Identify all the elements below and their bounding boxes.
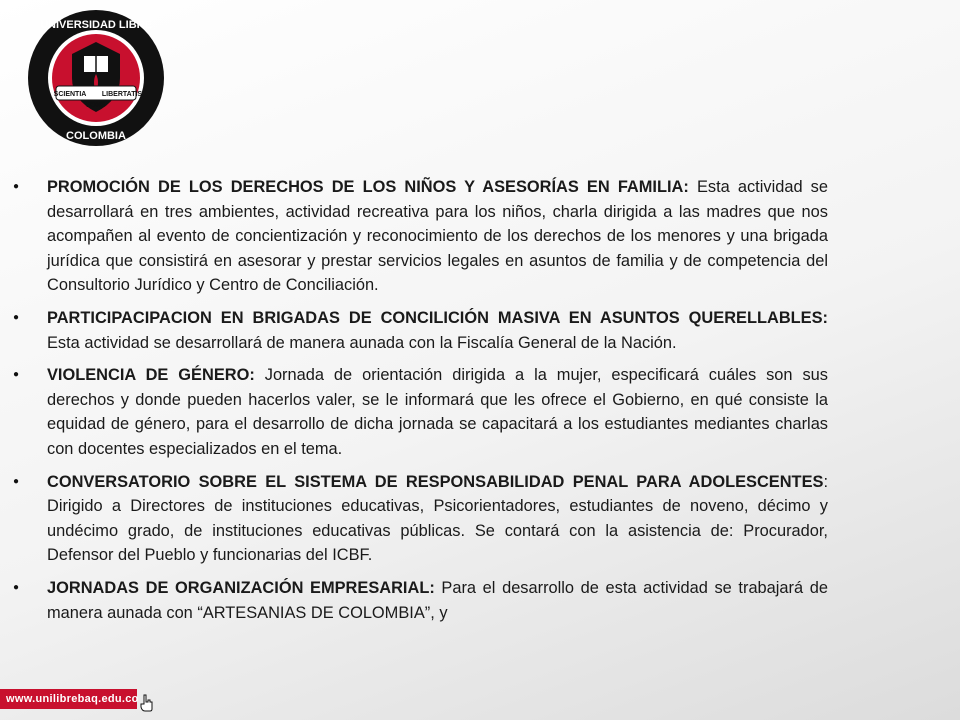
item-body: Jornada de orientación dirigida a la mujer, especificará cuáles son sus derechos y donde pueden hacerlos valer, se le informará que les ofrece el Gobierno, en qué consiste la equidad de género, para el desarrollo de dicha jornada se capacitará a los estudiantes mediantes charlas con docentes especializados en el tema. [47,366,828,458]
item-body: Esta actividad se desarrollará de manera aunada con la Fiscalía General de la Nación. [47,333,677,352]
hand-cursor-icon [140,694,154,712]
item-body: Esta actividad se desarrollará en tres ambientes, actividad recreativa para los niños, charla dirigida a las madres que nos acompañen al evento de concientización y reconocimiento de los derechos de los menores y una brigada jurídica que consistirá en asesorar y prestar servicios legales en asuntos de familia y de competencia del Consultorio Jurídico y Centro de Conciliación. [47,178,828,295]
list-item [12,363,828,461]
item-body: : Dirigido a Directores de instituciones educativas, Psicorientadores, estudiantes de noveno, décimo y undécimo grado, de instituciones educativas públicas. Se contará con la asistencia de: Procurador, Defensor del Pueblo y funcionarias del ICBF. [47,472,828,565]
list-item [12,470,828,568]
list-item [12,306,828,355]
list-item [12,576,828,625]
svg-text:UNIVERSIDAD LIBRE: UNIVERSIDAD LIBRE [40,19,152,31]
svg-text:COLOMBIA: COLOMBIA [66,130,126,142]
item-heading: CONVERSATORIO SOBRE EL SISTEMA DE RESPONSABILIDAD PENAL PARA ADOLESCENTES [47,472,824,491]
svg-text:LIBERTATIS: LIBERTATIS [101,91,143,98]
item-heading: JORNADAS DE ORGANIZACIÓN EMPRESARIAL: [47,578,435,597]
svg-text:SCIENTIA: SCIENTIA [53,91,87,98]
item-heading: PARTICIPACIPACION EN BRIGADAS DE CONCILICIÓN MASIVA EN ASUNTOS QUERELLABLES: [47,308,828,327]
universidad-libre-logo [26,8,166,148]
list-item [12,175,828,298]
svg-text:FONS: FONS [86,102,106,109]
item-heading: VIOLENCIA DE GÉNERO: [47,366,255,385]
website-link[interactable]: www.unilibrebaq.edu.co [0,689,137,709]
activities-list [12,175,828,625]
main-content [12,175,828,633]
item-body: Para el desarrollo de esta actividad se trabajará de manera aunada con “ARTESANIAS DE COLOMBIA”, y [47,578,828,622]
item-heading: PROMOCIÓN DE LOS DERECHOS DE LOS NIÑOS Y ASESORÍAS EN FAMILIA: [47,178,689,196]
